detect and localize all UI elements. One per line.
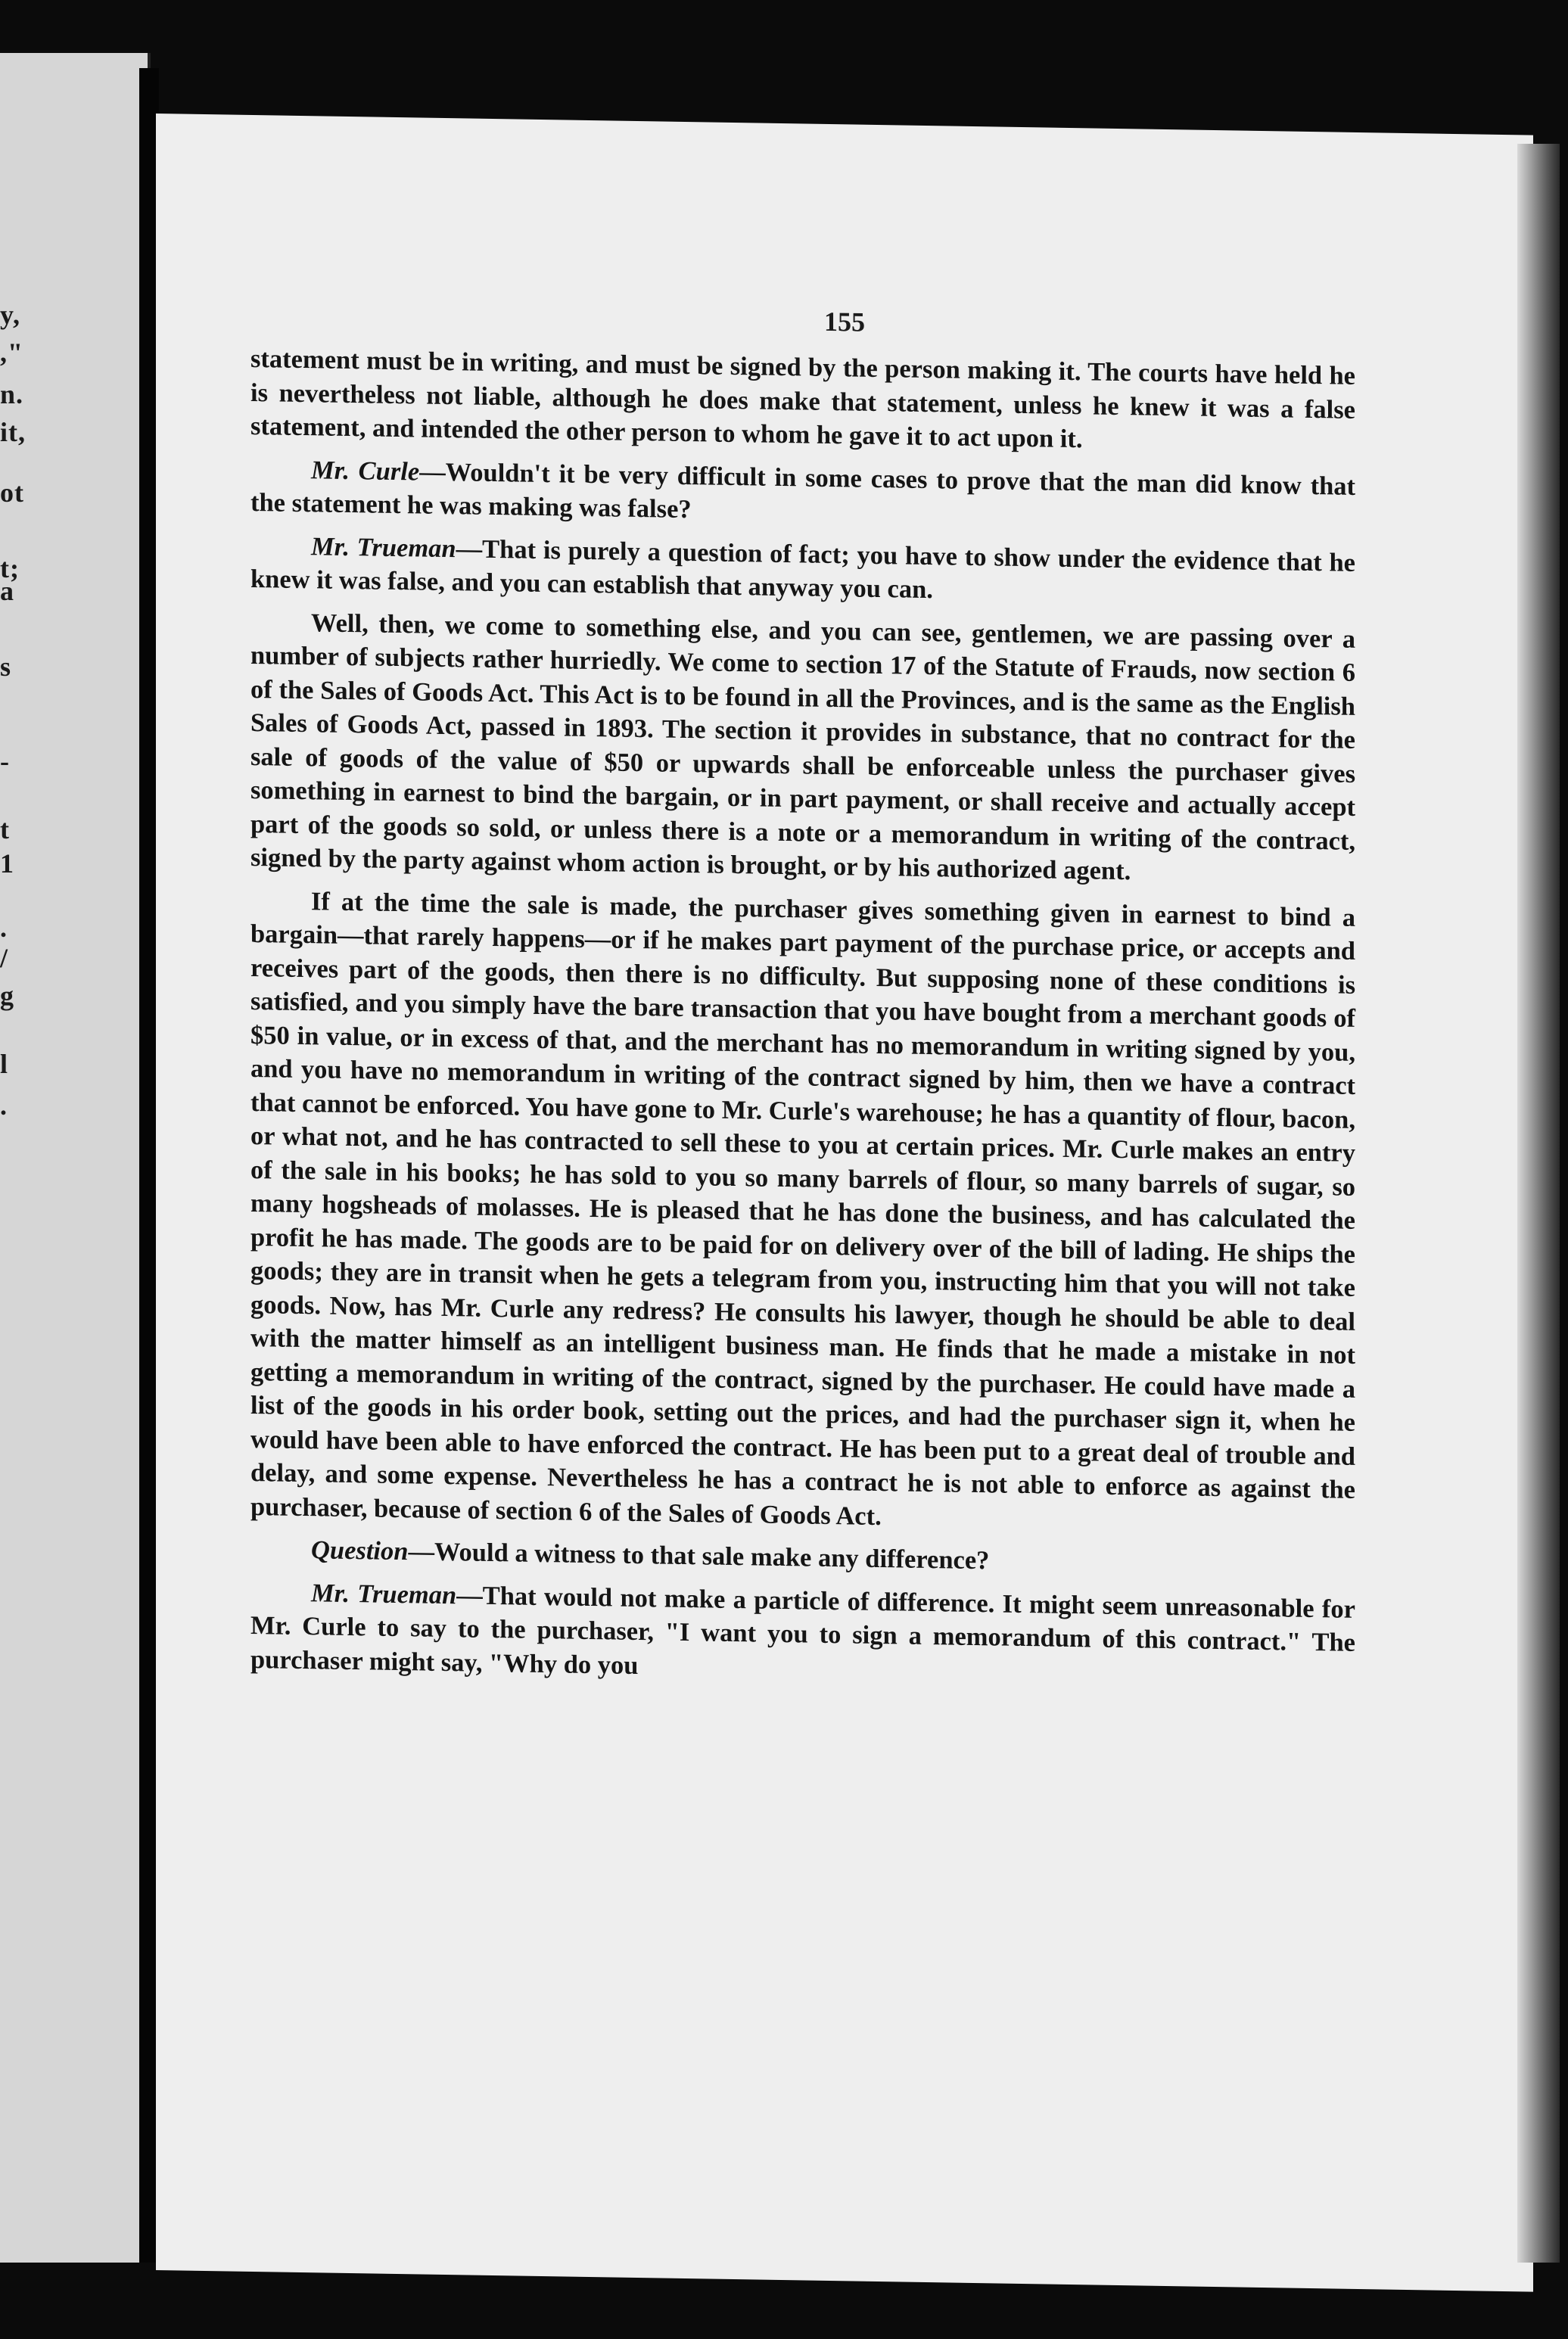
speaker-name: Mr. Trueman: [311, 1578, 457, 1610]
facing-page-text-fragment: t: [0, 814, 10, 844]
facing-page-text-fragment: ,": [0, 337, 23, 368]
paragraph-text: —That is purely a question of fact; you have to show under the evidence that he knew it was false, and you can establish that anyway you can.: [250, 533, 1355, 605]
speaker-name: Mr. Trueman: [311, 531, 456, 563]
paragraph-text: Well, then, we come to something else, and you can see, gentlemen, we are passing over a number of subjects rather hurriedly. We come to section 17 of the Statute of Frauds, now section 6 of the Sales of Goods Act. This Act is to be found in all the Provinces, and is the same as the English Sales of Goods Act, passed in 1893. The section it provides in substance, that no contract for the sale of goods of the value of $50 or upwards shall be enforceable unless the purchaser gives something in earnest to bind the bargain, or in part payment, or shall receive and actually accept part of the goods so sold, or unless there is a note or a memorandum in writing of the contract, signed by the party against whom action is brought, or by his authorized agent.: [250, 608, 1355, 886]
speaker-name: Question: [311, 1535, 409, 1566]
paragraph-text: —That would not make a particle of difference. It might seem unreasonable for Mr. Curle to say to the purchaser, "I want you to sign a memorandum of this contract." The purchaser might say, "Why do you: [250, 1580, 1355, 1680]
paragraph: [250, 883, 1355, 1540]
paragraph-text: —Would a witness to that sale make any difference?: [408, 1537, 990, 1575]
paragraph-text: —Wouldn't it be very difficult in some cases to prove that the man did know that the statement he was making was false?: [250, 456, 1355, 524]
facing-page-text-fragment: y,: [0, 300, 21, 330]
facing-page-fragment: [0, 53, 151, 2263]
facing-page-text-fragment: ot: [0, 477, 24, 508]
book-page: [156, 114, 1533, 2292]
facing-page-text-fragment: a: [0, 576, 14, 606]
paragraph: [250, 452, 1355, 537]
facing-page-text-fragment: .: [0, 1090, 8, 1121]
facing-page-text-fragment: s: [0, 652, 12, 682]
paragraph: [250, 1575, 1355, 1693]
paragraph-text: statement must be in writing, and must be signed by the person making it. The courts have held he is nevertheless not liable, although he does make that statement, unless he knew it was a false statement, and intended the other person to whom he gave it to act upon it.: [250, 344, 1355, 454]
paragraph-text: If at the time the sale is made, the purchaser gives something given in earnest to bind a bargain—that rarely happens—or if he makes part payment of the purchase price, or accepts and receives part of the goods, then there is no difficulty. But supposing none of these conditions is satisfied, and you simply have the bare transaction that you have bought from a merchant goods of $50 in value, or in excess of that, and the merchant has no memorandum in writing signed by you, and you have no memorandum in writing of the contract signed by him, then we have a contract that cannot be enforced. You have gone to Mr. Curle's warehouse; he has a quantity of flour, bacon, or what not, and he has contracted to sell these to you at certain prices. Mr. Curle makes an entry of the sale in his books; he has sold to you so many barrels of flour, so many barrels of sugar, so many hogsheads of molasses. He is pleased that he has done the business, and has calculated the profit he has made. The goods are to be paid for on delivery over of the bill of lading. He ships the goods; they are in transit when he gets a telegram from you, instructing him that you will not take goods. Now, has Mr. Curle any redress? He consults his lawyer, though he should be able to deal with the matter himself as an intelligent business man. He finds that he made a mistake in not getting a memorandum in writing of the contract, signed by the purchaser. He could have made a list of the goods in his order book, setting out the prices, and had the purchaser sign it, when he would have been able to have enforced the contract. He has been put to a great deal of trouble and delay, and some expense. Nevertheless he has a contract he is not able to enforce as against the purchaser, because of section 6 of the Sales of Goods Act.: [250, 886, 1355, 1531]
facing-page-text-fragment: n.: [0, 379, 24, 409]
facing-page-text-fragment: /: [0, 943, 9, 973]
paragraph: [250, 605, 1355, 891]
facing-page-text-fragment: g: [0, 981, 14, 1011]
facing-page-text-fragment: t;: [0, 553, 20, 583]
paragraph: [250, 528, 1355, 613]
facing-page-text-fragment: .: [0, 913, 8, 943]
facing-page-text-fragment: -: [0, 746, 10, 776]
paragraph: [250, 342, 1355, 460]
page-edge-shadow: [1517, 144, 1560, 2263]
speaker-name: Mr. Curle: [311, 455, 420, 486]
paragraph: [250, 1532, 1355, 1583]
page-number: 155: [824, 306, 865, 337]
facing-page-text-fragment: it,: [0, 417, 26, 447]
facing-page-text-fragment: 1: [0, 848, 14, 879]
facing-page-text-fragment: l: [0, 1049, 9, 1079]
page-text: [250, 342, 1355, 1703]
